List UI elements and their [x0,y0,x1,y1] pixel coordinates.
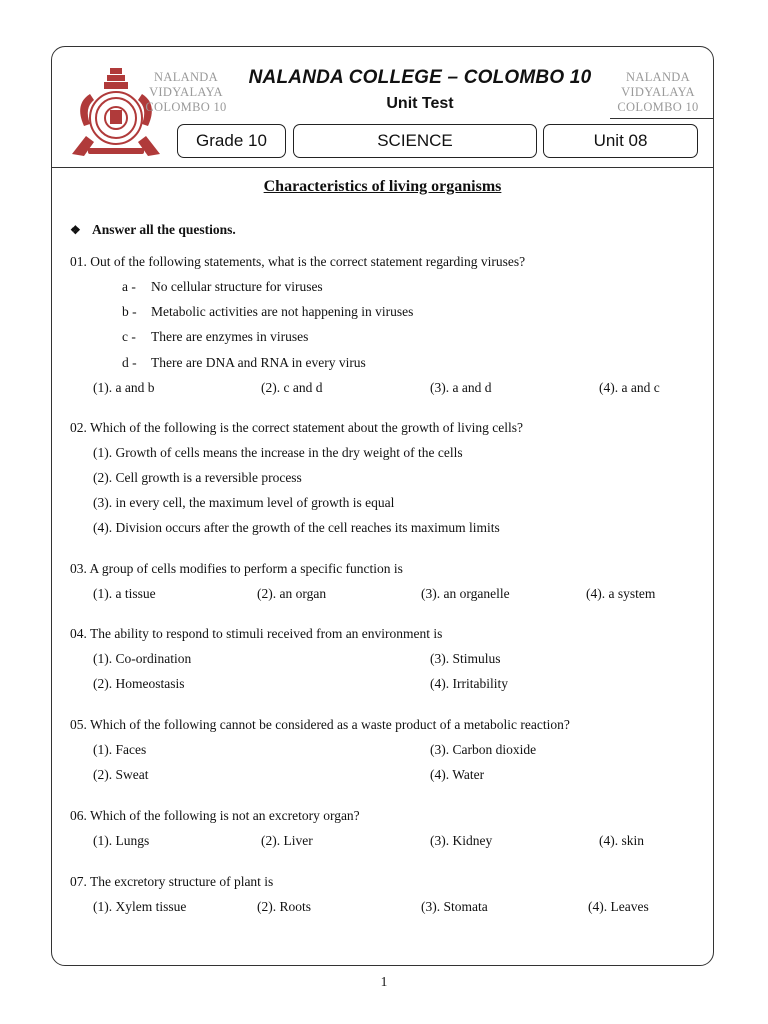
answer-option: (1). Xylem tissue [93,899,187,914]
paper-title: Characteristics of living organisms [263,178,502,195]
answer-option: (2). Liver [261,833,313,848]
watermark-line: VIDYALAYA [149,85,223,99]
question-2: 02. Which of the following is the correct statement about the growth of living cells? [70,420,524,435]
answer-option: (2). Sweat [93,767,149,782]
answer-option: (4). Leaves [588,899,649,914]
statement-text: No cellular structure for viruses [151,279,323,294]
answer-option: (4). Division occurs after the growth of the cell reaches its maximum limits [93,520,500,535]
watermark-line: NALANDA [154,70,218,84]
page-number: 1 [380,974,388,989]
question-7: 07. The excretory structure of plant is [70,874,274,889]
answer-option: (3). Stomata [421,899,488,914]
college-name: NALANDA COLLEGE – COLOMBO 10 [248,67,592,88]
answer-option: (4). skin [599,833,644,848]
answer-option: (3). a and d [430,380,492,395]
instruction [70,222,236,238]
watermark-line: COLOMBO 10 [145,100,227,114]
answer-option: (4). Water [430,767,485,782]
answer-option: (1). Growth of cells means the increase in the dry weight of the cells [93,445,463,460]
watermark-line: COLOMBO 10 [617,100,699,114]
answer-option: (4). a and c [599,380,660,395]
question-1: 01. Out of the following statements, what is the correct statement regarding viruses? [70,254,526,269]
header-rule [610,118,714,119]
answer-option: (1). a and b [93,380,155,395]
watermark-line: NALANDA [626,70,690,84]
question-3: 03. A group of cells modifies to perform a specific function is [70,561,403,576]
answer-option: (3). Kidney [430,833,493,848]
answer-option: (4). a system [586,586,656,601]
statement-label: c - [122,329,136,344]
diamond-bullet-icon: ❖ [70,223,81,237]
exam-type: Unit Test [386,95,454,112]
watermark-right [610,70,706,115]
unit-box: Unit 08 [543,124,698,158]
answer-option: (1). Co-ordination [93,651,192,666]
statement-label: a - [122,279,136,294]
answer-option: (2). Roots [257,899,311,914]
answer-option: (3). Stimulus [430,651,501,666]
answer-option: (2). c and d [261,380,323,395]
answer-option: (4). Irritability [430,676,508,691]
question-6: 06. Which of the following is not an excretory organ? [70,808,360,823]
statement-label: b - [122,304,137,319]
subject-box: SCIENCE [293,124,537,158]
watermark-line: VIDYALAYA [621,85,695,99]
answer-option: (1). Faces [93,742,147,757]
question-5: 05. Which of the following cannot be considered as a waste product of a metabolic reaction? [70,717,570,732]
answer-option: (3). an organelle [421,586,510,601]
question-4: 04. The ability to respond to stimuli received from an environment is [70,626,443,641]
answer-option: (2). Homeostasis [93,676,185,691]
answer-option: (3). Carbon dioxide [430,742,537,757]
answer-option: (3). in every cell, the maximum level of growth is equal [93,495,395,510]
statement-text: There are DNA and RNA in every virus [151,355,366,370]
answer-option: (1). Lungs [93,833,150,848]
statement-label: d - [122,355,137,370]
answer-option: (1). a tissue [93,586,156,601]
grade-box: Grade 10 [177,124,286,158]
statement-text: There are enzymes in viruses [151,329,309,344]
statement-text: Metabolic activities are not happening in viruses [151,304,414,319]
instruction-text: Answer all the questions. [92,222,236,237]
answer-option: (2). an organ [257,586,327,601]
answer-option: (2). Cell growth is a reversible process [93,470,302,485]
